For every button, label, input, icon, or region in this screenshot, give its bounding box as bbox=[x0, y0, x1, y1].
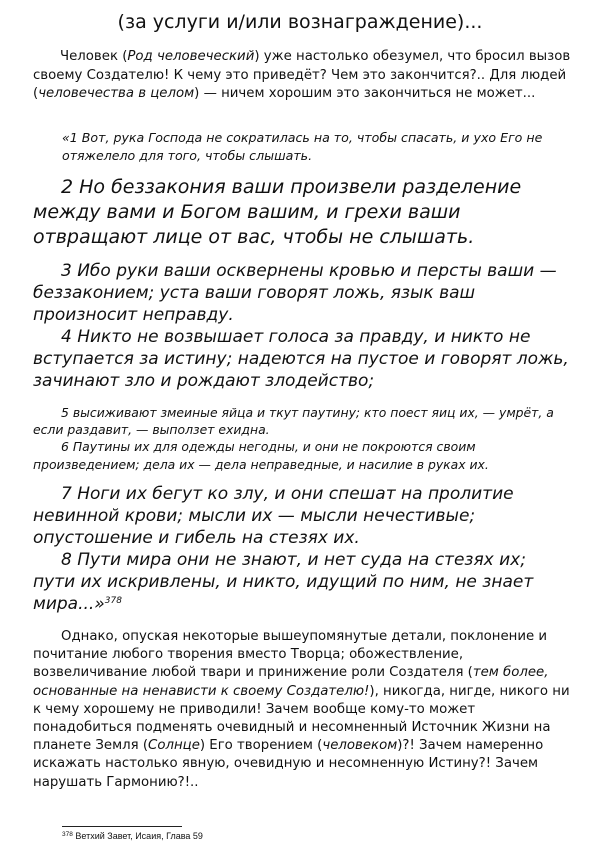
intro-paragraph bbox=[33, 48, 573, 104]
outro-text: )?! Зачем намеренно искажать настолько явную, очевидную и несомненную Истину?! Зачем нарушать Гармонию?!.. bbox=[33, 738, 544, 790]
intro-emphasis: Род человеческий bbox=[127, 49, 255, 64]
verse-7: 7 Ноги их бегут ко злу, и они спешат на пролитие невинной крови; мысли их — мысли нечестивые; опустошение и гибель на стезях их. bbox=[33, 484, 514, 548]
outro-emphasis: тем более, основанные на ненависти к своему Создателю! bbox=[33, 665, 549, 699]
verse-6: 6 Паутины их для одежды негодны, и они не покроются своим произведением; дела их — дела неправедные, и насилие в руках их. bbox=[33, 439, 489, 472]
verse-8 bbox=[33, 549, 573, 615]
intro-text: Человек ( bbox=[60, 49, 128, 64]
footnote bbox=[62, 830, 562, 842]
outro-emphasis: Солнце bbox=[148, 738, 200, 754]
verse-8-text: 8 Пути мира они не знают, и нет суда на стезях их; пути их искривлены, и никто, идущий по ним, не знает мира...» bbox=[33, 550, 534, 614]
verse-1-quote: «1 Вот, рука Господа не сократилась на то, чтобы спасать, и ухо Его не отяжелело для того, чтобы слышать. bbox=[62, 130, 543, 163]
intro-text: ) — ничем хорошим это закончиться не может... bbox=[194, 86, 536, 101]
outro-emphasis: человеком bbox=[322, 738, 398, 754]
footnote-number: 378 bbox=[62, 831, 73, 838]
intro-emphasis: человечества в целом bbox=[38, 86, 195, 101]
page-heading: (за услуги и/или вознаграждение)... bbox=[117, 11, 483, 33]
verses-3-4 bbox=[33, 260, 573, 392]
verse-2: 2 Но беззакония ваши произвели разделение между вами и Богом вашим, и грехи ваши отвращают лице от вас, чтобы не слышать. bbox=[33, 176, 522, 248]
outro-text: ) Его творением ( bbox=[199, 738, 323, 754]
verses-7-8 bbox=[33, 483, 573, 615]
verse-4: 4 Никто не возвышает голоса за правду, и никто не вступается за истину; надеются на пустое и говорят ложь, зачинают зло и рождают злодейство; bbox=[33, 327, 569, 391]
footnote-reference[interactable]: 378 bbox=[104, 596, 122, 606]
closing-paragraph bbox=[33, 628, 573, 792]
intro-text: ) уже настолько обезумел, что бросил вызов своему Создателю! К чему это приведёт? Чем это закончится?.. Для людей ( bbox=[33, 49, 571, 101]
footnote-divider bbox=[62, 826, 182, 827]
outro-text: Однако, опуская некоторые вышеупомянутые детали, поклонение и почитание любого творения вместо Творца; обожествление, возвеличивание любой твари и принижение роли Создателя ( bbox=[33, 629, 548, 681]
verses-5-6 bbox=[33, 404, 573, 473]
outro-text: ), никогда, нигде, никого ни к чему хорошему не приводили! Зачем вообще кому-то может понадобиться подменять очевидный и несомненный Источник Жизни на планете Земля ( bbox=[33, 683, 570, 754]
verse-5: 5 высиживают змеиные яйца и ткут паутину; кто поест яиц их, — умрёт, а если раздавит, — выползет ехидна. bbox=[33, 405, 554, 438]
verse-3: 3 Ибо руки ваши осквернены кровью и персты ваши — беззаконием; уста ваши говорят ложь, язык ваш произносит неправду. bbox=[33, 261, 557, 325]
footnote-text: Ветхий Завет, Исаия, Глава 59 bbox=[75, 831, 203, 841]
